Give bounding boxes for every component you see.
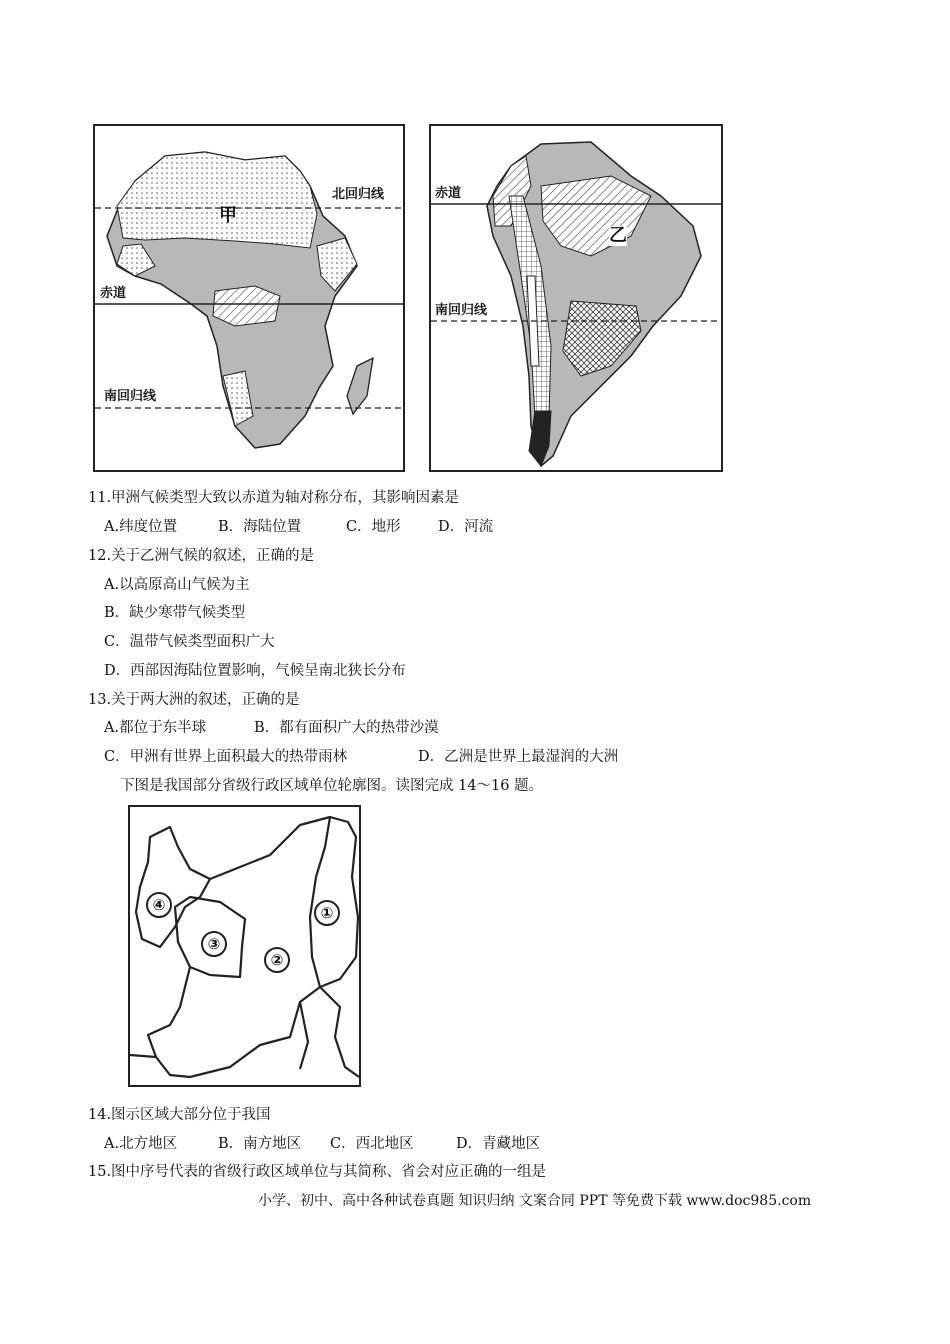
province-4-outline (136, 827, 210, 947)
lower-middle-boundary (300, 1002, 308, 1069)
q11-option-b: B．海陆位置 (218, 519, 302, 535)
province-2-marker: ② (264, 947, 290, 973)
q13-option-b: B．都有面积广大的热带沙漠 (254, 720, 439, 736)
q14-option-c: C．西北地区 (330, 1136, 414, 1152)
savanna-zone (213, 286, 280, 326)
africa-climate-map (93, 124, 405, 472)
province-1-marker: ① (314, 900, 340, 926)
page-footer: 小学、初中、高中各种试卷真题 知识归纳 文案合同 PPT 等免费下载 www.doc985.com (258, 1193, 812, 1209)
continent-jia-label: 甲 (219, 205, 237, 226)
south-america-map-graphic (431, 126, 721, 470)
south-tropic-label-sa: 南回归线 (435, 303, 488, 318)
question-13-stem: 13.关于两大洲的叙述，正确的是 (88, 692, 300, 708)
province-2-outline (148, 817, 330, 1077)
sahara-desert-zone (117, 152, 317, 248)
section-intro: 下图是我国部分省级行政区域单位轮廓图。读图完成 14～16 题。 (120, 778, 544, 794)
north-tropic-label: 北回归线 (332, 187, 385, 202)
q12-option-b: B．缺少寒带气候类型 (104, 605, 246, 621)
province-4-marker: ④ (146, 892, 172, 918)
south-america-climate-map (429, 124, 723, 472)
province-3-marker: ③ (201, 931, 227, 957)
china-provinces-outline-map (128, 805, 361, 1087)
equator-label-africa: 赤道 (100, 286, 127, 301)
question-14-stem: 14.图示区域大部分位于我国 (88, 1107, 271, 1123)
q11-option-d: D．河流 (438, 519, 494, 535)
q11-option-a: A.纬度位置 (104, 519, 178, 535)
q14-option-a: A.北方地区 (104, 1136, 178, 1152)
q13-option-d: D．乙洲是世界上最湿润的大洲 (418, 749, 619, 765)
south-tropic-label-africa: 南回归线 (104, 389, 157, 404)
q13-option-c: C．甲洲有世界上面积最大的热带雨林 (104, 749, 348, 765)
subtropical-humid-zone (563, 301, 641, 376)
lower-right-boundary (320, 987, 359, 1077)
q14-option-b: B．南方地区 (218, 1136, 302, 1152)
equator-label-sa: 赤道 (435, 186, 462, 201)
question-15-stem: 15.图中序号代表的省级行政区域单位与其简称、省会对应正确的一组是 (88, 1164, 547, 1180)
q12-option-d: D．西部因海陆位置影响，气候呈南北狭长分布 (104, 663, 406, 679)
question-12-stem: 12.关于乙洲气候的叙述，正确的是 (88, 548, 315, 564)
q11-option-c: C．地形 (346, 519, 401, 535)
continent-yi-label: 乙 (609, 225, 627, 246)
q12-option-c: C．温带气候类型面积广大 (104, 634, 275, 650)
china-map-graphic (130, 807, 359, 1085)
africa-map-graphic (95, 126, 403, 470)
question-11-stem: 11.甲洲气候类型大致以赤道为轴对称分布，其影响因素是 (88, 490, 460, 506)
q14-option-d: D．青藏地区 (456, 1136, 541, 1152)
q12-option-a: A.以高原高山气候为主 (104, 577, 250, 593)
q13-option-a: A.都位于东半球 (104, 720, 207, 736)
madagascar (347, 358, 373, 414)
lower-left-boundary (130, 1055, 156, 1057)
